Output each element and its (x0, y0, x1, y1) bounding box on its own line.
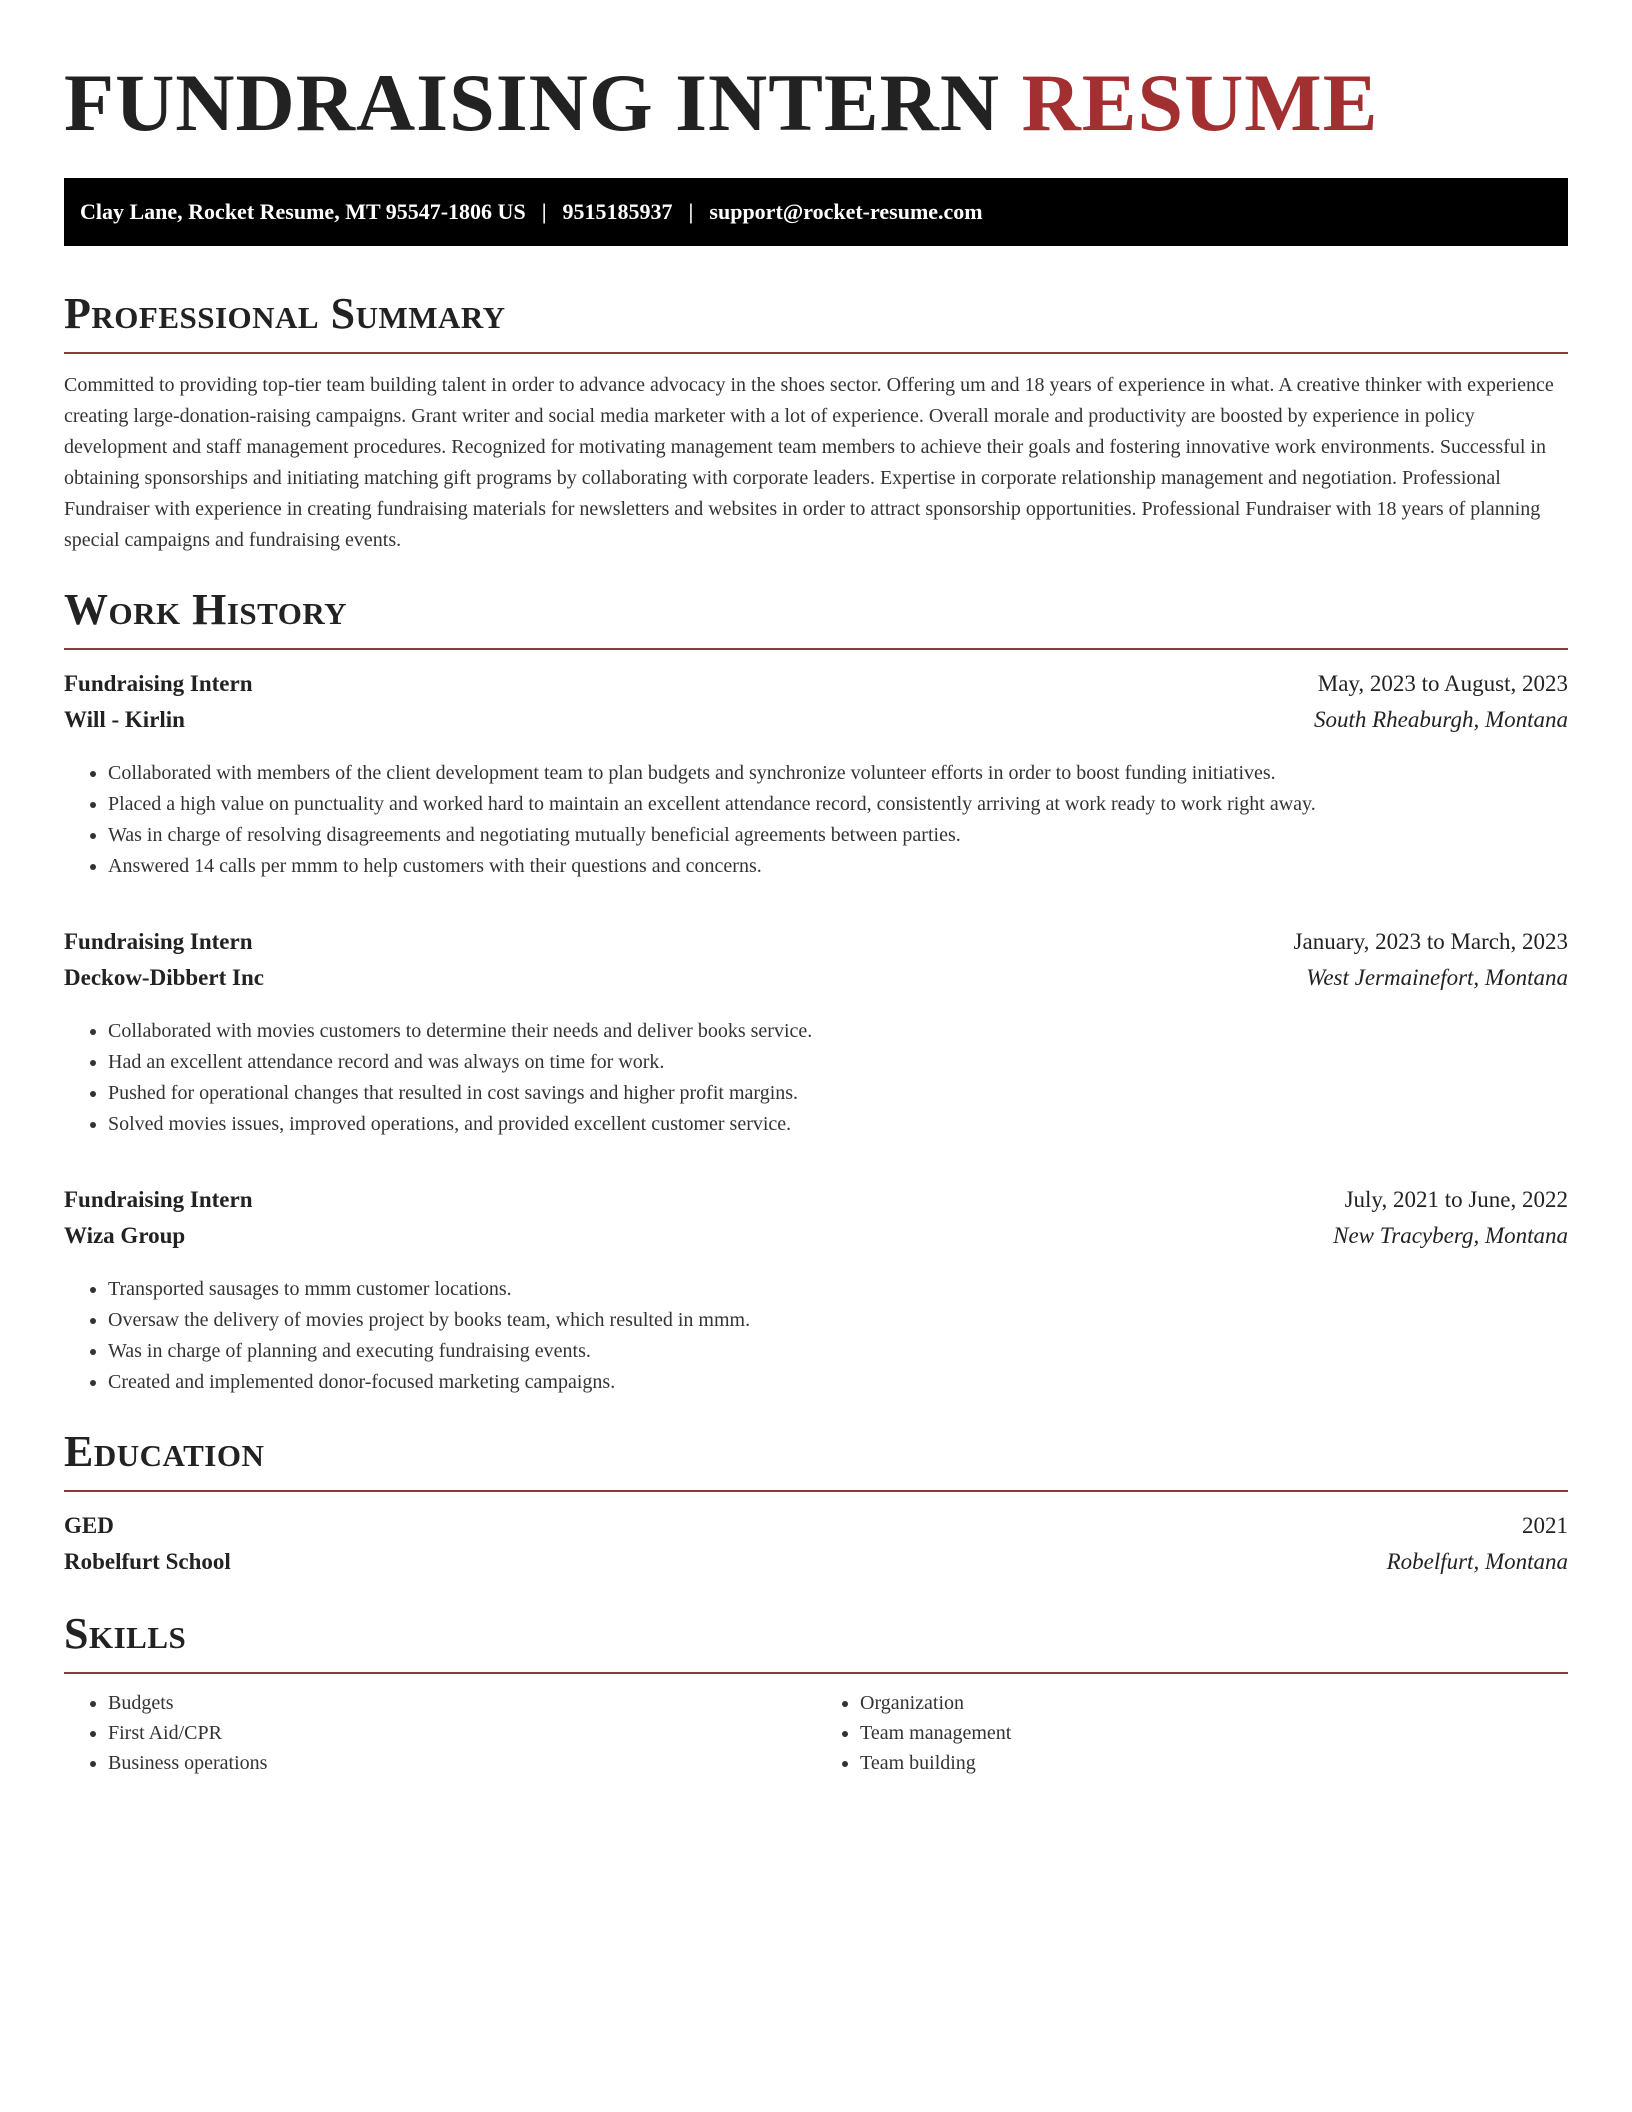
list-item: • Was in charge of planning and executing fundraising events. (108, 1336, 1568, 1367)
job-title: Fundraising Intern (64, 929, 253, 954)
list-item: • Solved movies issues, improved operations, and provided excellent customer service. (108, 1109, 1568, 1140)
job-company: Will - Kirlin (64, 707, 185, 732)
job-header-row (64, 1182, 1568, 1218)
contact-separator: | (541, 199, 547, 224)
list-item: • Had an excellent attendance record and was always on time for work. (108, 1047, 1568, 1078)
job-company-row (64, 702, 1568, 738)
section-divider (64, 1672, 1568, 1674)
skill-item: • Team management (860, 1718, 1568, 1748)
list-item: • Oversaw the delivery of movies project by books team, which resulted in mmm. (108, 1305, 1568, 1336)
job-title: Fundraising Intern (64, 1187, 253, 1212)
skill-item: • Organization (860, 1688, 1568, 1718)
skills-column-right (816, 1688, 1568, 1778)
list-item: • Pushed for operational changes that resulted in cost savings and higher profit margins. (108, 1078, 1568, 1109)
list-item: • Created and implemented donor-focused marketing campaigns. (108, 1367, 1568, 1398)
skill-item: • Business operations (108, 1748, 816, 1778)
contact-phone: 9515185937 (562, 199, 673, 224)
contact-bar (64, 178, 1568, 246)
title-main: FUNDRAISING INTERN (64, 57, 1001, 148)
job-company-row (64, 960, 1568, 996)
education-degree-row (64, 1508, 1568, 1544)
summary-text: Committed to providing top-tier team building talent in order to advance advocacy in the shoes sector. Offering um and 18 years of experience in what. A creative thinker with experience creating large-donation-raising campaigns. Grant writer and social media marketer with a lot of experience. Overall morale and productivity are boosted by experience in policy development and staff management procedures. Recognized for motivating management team members to achieve their goals and fostering innovative work environments. Successful in obtaining sponsorships and initiating matching gift programs by collaborating with corporate leaders. Expertise in corporate relationship management and negotiation. Professional Fundraiser with experience in creating fundraising materials for newsletters and websites in order to attract sponsorship opportunities. Professional Fundraiser with 18 years of planning special campaigns and fundraising events. (64, 374, 1554, 551)
job-bullets (64, 758, 1568, 882)
education-heading: Education (64, 1427, 265, 1476)
job-header-row (64, 666, 1568, 702)
education-degree: GED (64, 1513, 114, 1538)
resume-title (64, 0, 1568, 148)
resume-page (64, 0, 1568, 1778)
skills-heading: Skills (64, 1609, 187, 1658)
work-history-heading: Work History (64, 585, 348, 634)
section-divider (64, 648, 1568, 650)
list-item: • Collaborated with movies customers to determine their needs and deliver books service. (108, 1016, 1568, 1047)
contact-email: support@rocket-resume.com (709, 199, 983, 224)
education-year: 2021 (1522, 1513, 1568, 1538)
contact-address: Clay Lane, Rocket Resume, MT 95547-1806 US (80, 199, 526, 224)
section-divider (64, 352, 1568, 354)
job-dates: January, 2023 to March, 2023 (1293, 929, 1568, 954)
job-bullets (64, 1016, 1568, 1140)
summary-section (64, 288, 1568, 556)
job-bullets (64, 1274, 1568, 1398)
title-accent: RESUME (1021, 57, 1379, 148)
list-item: • Collaborated with members of the client development team to plan budgets and synchronize volunteer efforts in order to boost funding initiatives. (108, 758, 1568, 789)
skills-column-left (64, 1688, 816, 1778)
skill-item: • First Aid/CPR (108, 1718, 816, 1748)
skills-grid (64, 1688, 1568, 1778)
job-dates: July, 2021 to June, 2022 (1344, 1187, 1568, 1212)
work-history-section (64, 584, 1568, 1398)
education-school: Robelfurt School (64, 1549, 231, 1574)
skills-section (64, 1608, 1568, 1778)
job-entry (64, 1182, 1568, 1398)
job-location: New Tracyberg, Montana (1333, 1223, 1568, 1248)
skill-item: • Budgets (108, 1688, 816, 1718)
job-header-row (64, 924, 1568, 960)
job-entry (64, 924, 1568, 1140)
job-title: Fundraising Intern (64, 671, 253, 696)
section-divider (64, 1490, 1568, 1492)
job-location: West Jermainefort, Montana (1306, 965, 1568, 990)
skill-item: • Team building (860, 1748, 1568, 1778)
education-section (64, 1426, 1568, 1580)
list-item: • Placed a high value on punctuality and worked hard to maintain an excellent attendance record, consistently arriving at work ready to work right away. (108, 789, 1568, 820)
job-company: Wiza Group (64, 1223, 186, 1248)
job-dates: May, 2023 to August, 2023 (1317, 671, 1568, 696)
education-location: Robelfurt, Montana (1386, 1549, 1568, 1574)
job-company: Deckow-Dibbert Inc (64, 965, 264, 990)
job-company-row (64, 1218, 1568, 1254)
list-item: • Was in charge of resolving disagreements and negotiating mutually beneficial agreements between parties. (108, 820, 1568, 851)
contact-separator: | (688, 199, 694, 224)
job-location: South Rheaburgh, Montana (1313, 707, 1568, 732)
list-item: • Transported sausages to mmm customer locations. (108, 1274, 1568, 1305)
job-entry (64, 666, 1568, 882)
list-item: • Answered 14 calls per mmm to help customers with their questions and concerns. (108, 851, 1568, 882)
education-school-row (64, 1544, 1568, 1580)
summary-heading: Professional Summary (64, 289, 506, 338)
